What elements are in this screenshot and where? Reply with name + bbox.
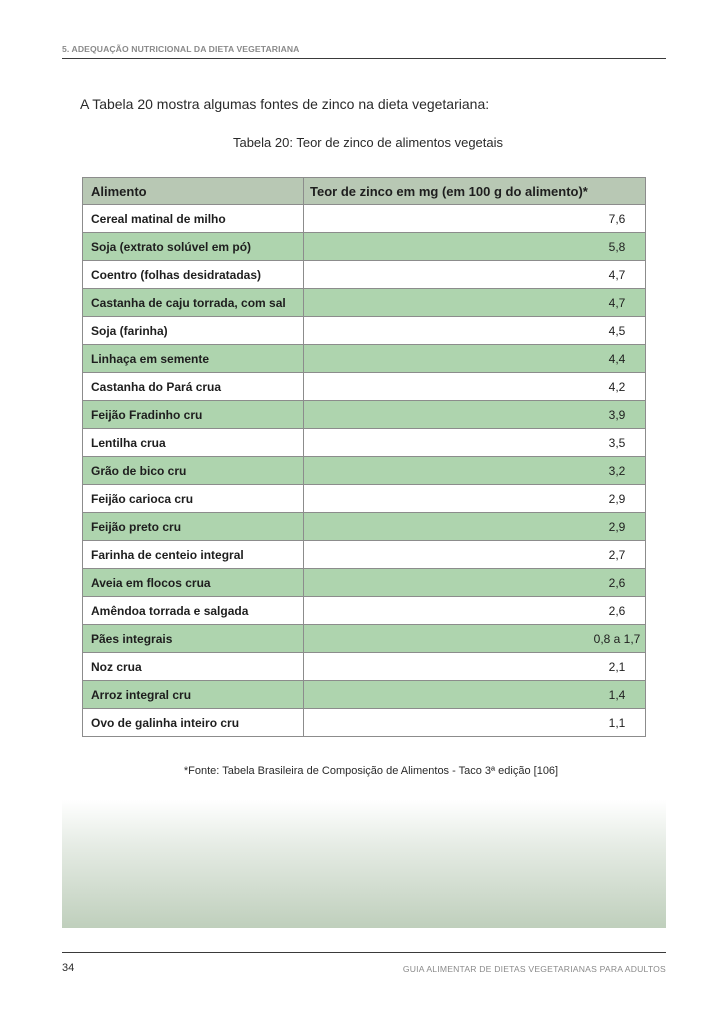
food-cell: Soja (farinha): [83, 317, 304, 345]
zinc-table: [82, 177, 646, 737]
zinc-value-cell: [304, 597, 646, 625]
food-cell: Soja (extrato solúvel em pó): [83, 233, 304, 261]
table-row: [83, 205, 646, 233]
table-row: [83, 317, 646, 345]
zinc-value: 4,2: [608, 379, 626, 394]
food-cell: Aveia em flocos crua: [83, 569, 304, 597]
zinc-value-cell: [304, 317, 646, 345]
zinc-value-cell: [304, 513, 646, 541]
table-row: [83, 569, 646, 597]
zinc-value: 1,1: [608, 715, 626, 730]
zinc-value-cell: [304, 457, 646, 485]
zinc-value: 2,9: [608, 519, 626, 534]
zinc-value-cell: [304, 653, 646, 681]
food-cell: Feijão preto cru: [83, 513, 304, 541]
intro-paragraph: A Tabela 20 mostra algumas fontes de zinco na dieta vegetariana:: [80, 96, 490, 112]
zinc-value: 2,6: [608, 603, 626, 618]
zinc-value-cell: [304, 233, 646, 261]
table-row: [83, 289, 646, 317]
table-row: [83, 541, 646, 569]
zinc-value-cell: [304, 541, 646, 569]
table-row: [83, 457, 646, 485]
food-cell: Castanha do Pará crua: [83, 373, 304, 401]
zinc-value-cell: [304, 401, 646, 429]
column-header-zinc: Teor de zinco em mg (em 100 g do alimento)*: [304, 178, 646, 205]
table-body: [83, 205, 646, 737]
zinc-value: 7,6: [608, 211, 626, 226]
food-cell: Castanha de caju torrada, com sal: [83, 289, 304, 317]
zinc-value-cell: [304, 373, 646, 401]
zinc-value-cell: [304, 485, 646, 513]
zinc-value-cell: [304, 681, 646, 709]
food-cell: Ovo de galinha inteiro cru: [83, 709, 304, 737]
food-cell: Pães integrais: [83, 625, 304, 653]
table-row: [83, 653, 646, 681]
food-cell: Grão de bico cru: [83, 457, 304, 485]
table-row: [83, 429, 646, 457]
zinc-value: 2,7: [608, 547, 626, 562]
zinc-value-cell: [304, 625, 646, 653]
food-cell: Amêndoa torrada e salgada: [83, 597, 304, 625]
food-cell: Feijão Fradinho cru: [83, 401, 304, 429]
food-cell: Noz crua: [83, 653, 304, 681]
table-row: [83, 709, 646, 737]
zinc-value-cell: [304, 569, 646, 597]
zinc-value: 2,6: [608, 575, 626, 590]
zinc-value: 4,5: [608, 323, 626, 338]
food-cell: Cereal matinal de milho: [83, 205, 304, 233]
table-row: [83, 233, 646, 261]
zinc-value: 2,9: [608, 491, 626, 506]
zinc-value: 5,8: [608, 239, 626, 254]
table-row: [83, 485, 646, 513]
zinc-value: 3,9: [608, 407, 626, 422]
page-number: 34: [62, 962, 75, 974]
zinc-value-cell: [304, 429, 646, 457]
table-footnote: *Fonte: Tabela Brasileira de Composição de Alimentos - Taco 3ª edição [106]: [183, 765, 559, 777]
table-header-row: [83, 178, 646, 205]
zinc-value: 1,4: [608, 687, 626, 702]
zinc-value: 3,2: [608, 463, 626, 478]
zinc-value: 3,5: [608, 435, 626, 450]
table-row: [83, 513, 646, 541]
section-header: 5. ADEQUAÇÃO NUTRICIONAL DA DIETA VEGETARIANA: [62, 44, 666, 59]
column-header-food: Alimento: [83, 178, 304, 205]
zinc-value-cell: [304, 289, 646, 317]
table-row: [83, 261, 646, 289]
decorative-gradient-panel: [62, 800, 666, 928]
table-row: [83, 373, 646, 401]
table-row: [83, 597, 646, 625]
zinc-value: 4,7: [608, 267, 626, 282]
table-row: [83, 401, 646, 429]
food-cell: Farinha de centeio integral: [83, 541, 304, 569]
zinc-value-cell: [304, 345, 646, 373]
table-caption: Tabela 20: Teor de zinco de alimentos vegetais: [232, 135, 504, 150]
table-row: [83, 681, 646, 709]
table-row: [83, 625, 646, 653]
food-cell: Feijão carioca cru: [83, 485, 304, 513]
zinc-value: 4,4: [608, 351, 626, 366]
zinc-value: 2,1: [608, 659, 626, 674]
table-row: [83, 345, 646, 373]
food-cell: Lentilha crua: [83, 429, 304, 457]
food-cell: Arroz integral cru: [83, 681, 304, 709]
food-cell: Coentro (folhas desidratadas): [83, 261, 304, 289]
footer-title: GUIA ALIMENTAR DE DIETAS VEGETARIANAS PARA ADULTOS: [402, 964, 666, 974]
zinc-value-cell: [304, 205, 646, 233]
zinc-value-cell: [304, 261, 646, 289]
zinc-value: 0,8 a 1,7: [593, 631, 641, 646]
zinc-value: 4,7: [608, 295, 626, 310]
zinc-value-cell: [304, 709, 646, 737]
food-cell: Linhaça em semente: [83, 345, 304, 373]
footer-divider: [62, 952, 666, 953]
